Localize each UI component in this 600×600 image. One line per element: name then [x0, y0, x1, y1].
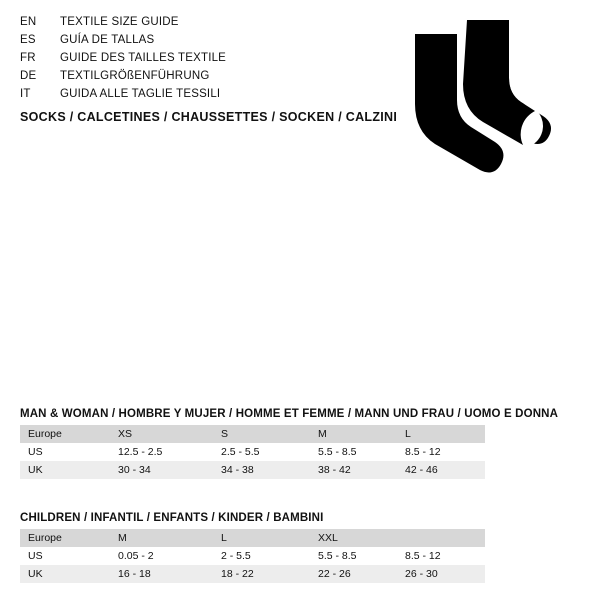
table-header-row [20, 425, 485, 443]
language-row-es [20, 34, 380, 52]
cell-value: 16 - 18 [110, 565, 213, 583]
language-list [20, 16, 380, 106]
table-header-row [20, 529, 485, 547]
column-header [397, 529, 485, 547]
cell-value: 12.5 - 2.5 [110, 443, 213, 461]
language-label: TEXTILE SIZE GUIDE [60, 16, 179, 28]
cell-value: 2.5 - 5.5 [213, 443, 310, 461]
column-header: XS [110, 425, 213, 443]
row-label: US [20, 547, 110, 565]
cell-value: 42 - 46 [397, 461, 485, 479]
row-label: UK [20, 565, 110, 583]
language-label: GUIDE DES TAILLES TEXTILE [60, 52, 227, 64]
children-size-table-section [20, 512, 485, 583]
language-label: GUÍA DE TALLAS [60, 34, 155, 46]
language-row-fr [20, 52, 380, 70]
adult-size-table-section [20, 408, 559, 479]
page-title: SOCKS / CALCETINES / CHAUSSETTES / SOCKEN / CALZINI [20, 110, 398, 124]
language-row-it [20, 88, 380, 106]
language-code: DE [20, 70, 37, 82]
language-code: EN [20, 16, 37, 28]
cell-value: 8.5 - 12 [397, 547, 485, 565]
socks-illustration [405, 18, 575, 178]
table-row [20, 461, 485, 479]
row-label: UK [20, 461, 110, 479]
cell-value: 8.5 - 12 [397, 443, 485, 461]
column-header: XXL [310, 529, 397, 547]
column-header: L [213, 529, 310, 547]
language-code: ES [20, 34, 36, 46]
cell-value: 34 - 38 [213, 461, 310, 479]
table-row [20, 547, 485, 565]
language-code: IT [20, 88, 31, 100]
cell-value: 18 - 22 [213, 565, 310, 583]
cell-value: 22 - 26 [310, 565, 397, 583]
adult-table-title: MAN & WOMAN / HOMBRE Y MUJER / HOMME ET FEMME / MANN UND FRAU / UOMO E DONNA [20, 408, 559, 420]
row-label: US [20, 443, 110, 461]
children-table-title: CHILDREN / INFANTIL / ENFANTS / KINDER / BAMBINI [20, 512, 324, 524]
cell-value: 26 - 30 [397, 565, 485, 583]
column-header: S [213, 425, 310, 443]
table-row [20, 443, 485, 461]
column-header: Europe [20, 529, 110, 547]
language-row-en [20, 16, 380, 34]
cell-value: 5.5 - 8.5 [310, 443, 397, 461]
column-header: M [110, 529, 213, 547]
cell-value: 0.05 - 2 [110, 547, 213, 565]
children-size-table [20, 529, 485, 583]
column-header: Europe [20, 425, 110, 443]
cell-value: 30 - 34 [110, 461, 213, 479]
column-header: L [397, 425, 485, 443]
language-code: FR [20, 52, 36, 64]
cell-value: 2 - 5.5 [213, 547, 310, 565]
language-row-de [20, 70, 380, 88]
column-header: M [310, 425, 397, 443]
cell-value: 38 - 42 [310, 461, 397, 479]
table-row [20, 565, 485, 583]
language-label: TEXTILGRÖßENFÜHRUNG [60, 70, 210, 82]
cell-value: 5.5 - 8.5 [310, 547, 397, 565]
adult-size-table [20, 425, 485, 479]
language-label: GUIDA ALLE TAGLIE TESSILI [60, 88, 221, 100]
